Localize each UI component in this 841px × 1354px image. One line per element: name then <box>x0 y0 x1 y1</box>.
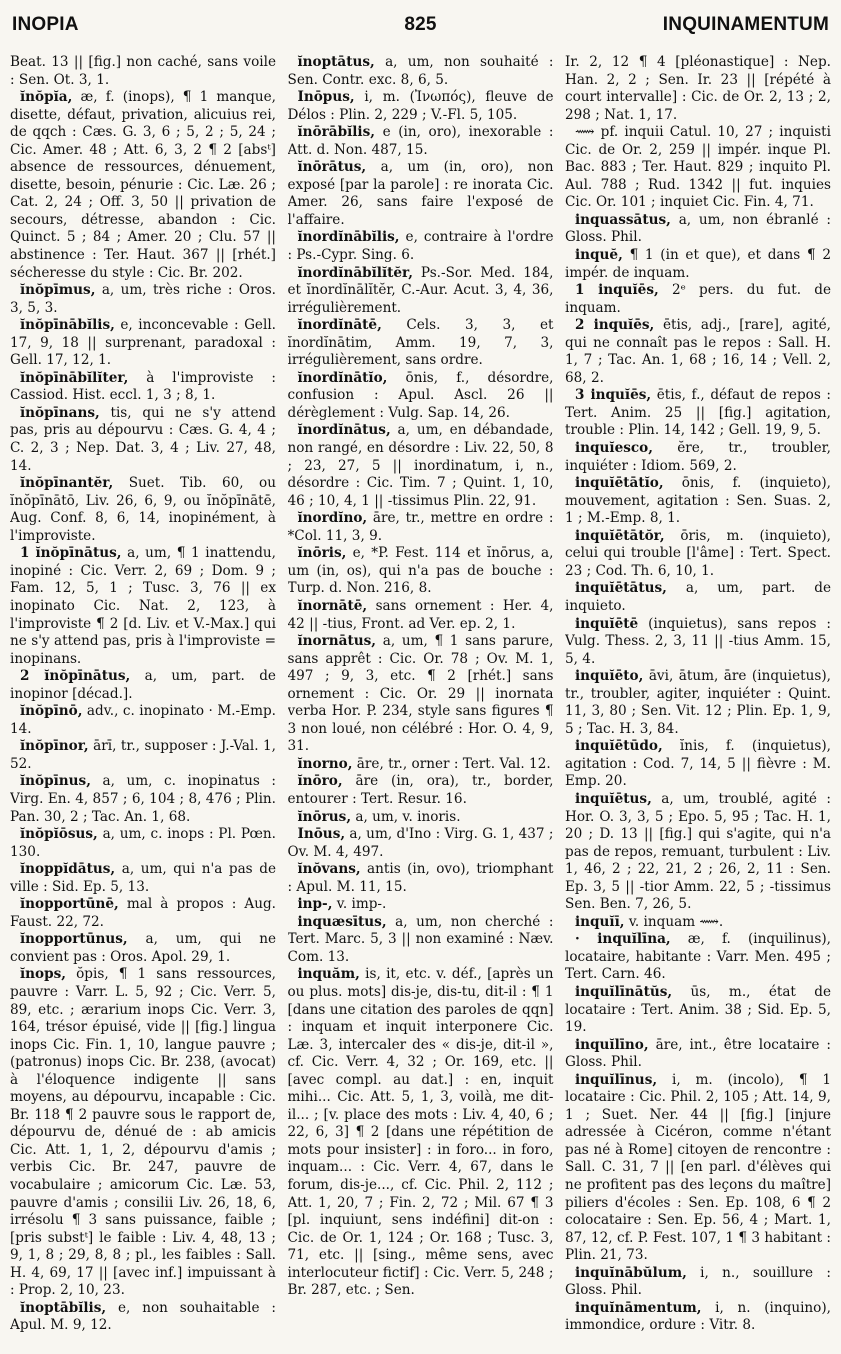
entry-headword: inquĭnābŭlum, <box>575 1264 687 1281</box>
entry-headword: ĭnŏpīmus, <box>20 282 96 299</box>
entry-headword: ĭnŏpīnō, <box>20 703 83 720</box>
dictionary-entry <box>10 773 276 826</box>
entry-definition: e (in, oro), inexorable : Att. d. Non. 487, 15. <box>287 124 554 158</box>
entry-headword: ĭnopportūnē, <box>20 896 119 913</box>
entry-headword: inquăm, <box>297 966 360 983</box>
dictionary-entry <box>10 370 276 405</box>
entry-headword: 1 inquĭēs, <box>575 282 659 299</box>
entry-definition: a, um, troublé, agité : Hor. O. 3, 3, 5 ; Epo. 5, 95 ; Tac. H. 1, 20 ; D. 13 || [fig.] qui s'agite, qui n'a pas de repos, remuant, turbulent : Liv. 1, 46, 2 ; 22, 21, 2 ; 26, 2, 11 : Sen. Ep. 3, 5 || -tior Amm. 22, 5 ; -tissimus Sen. Ben. 7, 26, 5. <box>565 790 831 913</box>
dictionary-entry <box>288 370 554 423</box>
column-2 <box>288 54 554 1344</box>
dictionary-entry <box>565 668 831 738</box>
dictionary-entry <box>10 282 276 317</box>
dictionary-entry <box>565 1037 831 1072</box>
entry-definition: ⟿ pf. inquii Catul. 10, 27 ; inquisti Cic. de Or. 2, 259 || impér. inque Pl. Bac. 883 ; Ter. Haut. 829 ; inquito Pl. Aul. 788 ; Rud. 1342 || fut. inquies Cic. Or. 101 ; inquiet Cic. Fin. 4, 71. <box>565 124 831 211</box>
page-header <box>12 14 829 48</box>
entry-definition: æ, f. (inquilinus), locataire, habitante : Varr. Men. 495 ; Tert. Carn. 46. <box>565 931 831 983</box>
entry-definition: a, um, qui n'a pas de ville : Sid. Ep. 5, 13. <box>10 861 276 895</box>
page-number: 825 <box>404 14 437 35</box>
entry-definition: e, inconcevable : Gell. 17, 9, 18 || surprenant, paradoxal : Gell. 17, 12, 1. <box>10 317 276 369</box>
dictionary-entry <box>288 317 554 370</box>
dictionary-entry <box>10 405 276 475</box>
header-left-guideword: INOPIA <box>12 14 79 35</box>
entry-definition: a, um, part. de inopinor [décad.]. <box>10 668 276 702</box>
entry-headword: ĭnordĭnātē, <box>297 317 382 334</box>
entry-definition: a, um, non souhaité : Sen. Contr. exc. 8, 6, 5. <box>287 54 554 88</box>
dictionary-entry <box>565 580 831 615</box>
entry-definition: à l'improviste : Cassiod. Hist. eccl. 1, 3 ; 8, 1. <box>10 369 276 404</box>
dictionary-entry <box>10 317 276 370</box>
entry-definition: a, um, qui ne convient pas : Oros. Apol. 29, 1. <box>10 931 276 965</box>
entry-headword: inquĭī, <box>575 913 625 930</box>
entry-headword: inquĭnāmentum, <box>575 1299 702 1316</box>
dictionary-entry <box>288 756 554 774</box>
entry-definition: a, um, v. inoris. <box>355 808 461 825</box>
entry-definition: e, *P. Fest. 114 et ĭnōrus, a, um (in, os), qui n'a pas de bouche : Turp. d. Non. 216, 8. <box>287 545 554 597</box>
entry-headword: inquĕ, <box>575 247 623 264</box>
entry-definition: ¶ 1 (in et que), et dans ¶ 2 impér. de inquam. <box>565 247 831 281</box>
entry-headword: ĭnordĭno, <box>297 510 368 527</box>
dictionary-entry <box>10 475 276 545</box>
dictionary-entry <box>288 809 554 827</box>
entry-definition: ŏpis, ¶ 1 sans ressources, pauvre : Varr. L. 5, 92 ; Cic. Verr. 5, 89, etc. ; ærarium inops Cic. Verr. 3, 164, trésor épuisé, vide || [fig.] lingua inops Cic. Fin. 1, 10, langue pauvre ; (patronus) inops Cic. Br. 238, (avocat) à l'éloquence indigente || sans moyens, au dépourvu, incapable : Cic. Br. 118 ¶ 2 pauvre sous le rapport de, dépourvu de, dénué de : ab amicis Cic. Att. 1, 1, 2, dépourvu d'amis ; verbis Cic. Br. 247, pauvre de vocabulaire ; amicorum Cic. Læ. 53, pauvre d'amis ; consilii Liv. 26, 18, 6, irrésolu ¶ 3 sans puissance, faible ; [pris substᵗ] le faible : Liv. 4, 48, 13 ; 9, 1, 8 ; 29, 8, 8 ; pl., les faibles : Sall. H. 4, 69, 17 || [avec inf.] impuissant à : Prop. 2, 10, 23. <box>10 966 276 1299</box>
entry-definition: ārī, tr., supposer : J.-Val. 1, 52. <box>10 738 276 772</box>
entry-headword: inquĭlīnus, <box>575 1071 658 1088</box>
dictionary-entry <box>288 896 554 914</box>
entry-headword: inquassātus, <box>575 211 671 228</box>
entry-definition: æ, f. (inops), ¶ 1 manque, disette, défaut, privation, alicuius rei, de qqch : Cæs. G. 3, 6 ; 5, 2 ; 5, 24 ; Cic. Amer. 48 ; Att. 6, 3, 2 ¶ 2 [absᵗ] absence de ressources, dénuement, disette, besoin, pénurie : Cic. Læ. 26 ; Cat. 2, 24 ; Off. 3, 50 || privation de secours, détresse, abandon : Cic. Quinct. 5 ; 84 ; Amer. 20 ; Clu. 57 || abstinence : Ter. Haut. 367 || [rhét.] sécheresse du style : Cic. Br. 202. <box>10 89 276 281</box>
entry-headword: ĭnorno, <box>297 755 353 772</box>
column-1 <box>10 54 276 1344</box>
entry-definition: e, contraire à l'ordre : Ps.-Cypr. Sing. 6. <box>287 229 554 264</box>
entry-definition: e, non souhaitable : Apul. M. 9, 12. <box>10 1299 276 1334</box>
dictionary-entry <box>288 510 554 545</box>
entry-headword: ĭnŏpĭa, <box>20 89 73 106</box>
entry-definition: ōnis, f., désordre, confusion : Apul. Ascl. 26 || dérèglement : Vulg. Sap. 14, 26. <box>287 369 554 421</box>
entry-headword: ĭnornātē, <box>297 597 368 614</box>
entry-definition: Cels. 3, 3, et ĭnordĭnātim, Amm. 19, 7, 3, irrégulièrement, sans ordre. <box>287 317 554 369</box>
dictionary-entry <box>10 861 276 896</box>
entry-headword: ĭnops, <box>20 966 67 983</box>
entry-headword: ĭnōrābĭlis, <box>297 124 375 141</box>
dictionary-entry <box>288 966 554 1299</box>
entry-definition: Suet. Tib. 60, ou ĭnŏpīnātō, Liv. 26, 6, 9, ou ĭnŏpīnātē, Aug. Conf. 8, 6, 14, inopinément, à l'improviste. <box>10 475 276 544</box>
entry-headword: inquĭētātĭo, <box>575 475 664 492</box>
entry-definition: v. imp-. <box>336 896 387 913</box>
dictionary-entry <box>565 475 831 528</box>
entry-definition: 2ᵉ pers. du fut. de inquam. <box>565 282 831 316</box>
entry-definition: adv., c. inopinato · M.-Emp. 14. <box>10 703 276 737</box>
entry-headword: ĭnŏpīnantĕr, <box>20 475 114 492</box>
entry-headword: ĭnordĭnātus, <box>297 422 391 439</box>
entry-definition: a, um, c. inopinatus : Virg. En. 4, 857 ; 6, 104 ; 8, 476 ; Plin. Pan. 30, 2 ; Tac. An. 1, 68. <box>10 773 276 825</box>
dictionary-entry <box>288 861 554 896</box>
dictionary-entry <box>288 773 554 808</box>
dictionary-entry <box>565 247 831 282</box>
entry-headword: ĭnordĭnātĭo, <box>297 369 388 386</box>
entry-definition: a, um, très riche : Oros. 3, 5, 3. <box>10 282 276 316</box>
entry-definition: Ir. 2, 12 ¶ 4 [pléonastique] : Nep. Han. 2, 2 ; Sen. Ir. 23 || [répété à court intervalle] : Cic. de Or. 2, 13 ; 2, 298 ; Nat. 1, 17. <box>565 54 831 123</box>
dictionary-entry <box>10 54 276 89</box>
dictionary-entry <box>288 159 554 229</box>
dictionary-entry <box>10 826 276 861</box>
dictionary-entry <box>288 265 554 318</box>
entry-definition: āre, tr., mettre en ordre : *Col. 11, 3, 9. <box>287 510 554 544</box>
entry-definition: ōris, m. (inquieto), celui qui trouble [l'âme] : Tert. Spect. 23 ; Cod. Th. 6, 10, 1. <box>565 527 831 579</box>
dictionary-entry <box>565 1300 831 1335</box>
entry-definition: Beat. 13 || [fig.] non caché, sans voile : Sen. Ot. 3, 1. <box>10 54 276 88</box>
entry-definition: a, um, ¶ 1 inattendu, inopiné : Cic. Verr. 2, 69 ; Dom. 9 ; Fam. 12, 5, 1 ; Tusc. 3, 76 || ex inopinato Cic. Nat. 2, 123, à l'improviste ¶ 2 [d. Liv. et V.-Max.] qui ne s'y attend pas, pris à l'improviste = inopinans. <box>10 545 276 667</box>
entry-headword: inquĭlīnātŭs, <box>575 983 673 1000</box>
dictionary-entry <box>565 984 831 1037</box>
dictionary-entry <box>288 89 554 124</box>
dictionary-entry <box>10 1300 276 1335</box>
entry-headword: Inōpus, <box>297 89 355 106</box>
entry-headword: 1 ĭnŏpīnātus, <box>20 545 122 562</box>
entry-headword: ĭnornātus, <box>297 633 377 650</box>
dictionary-entry <box>10 545 276 668</box>
entry-definition: i, m. (incolo), ¶ 1 locataire : Cic. Phil. 2, 105 ; Att. 14, 9, 1 ; Suet. Ner. 44 || [fig.] [injure adressée à Cicéron, comme n'étant pas né à Rome] citoyen de rencontre : Sall. C. 31, 7 || [en parl. d'élèves qui ne profitent pas des leçons du maître] piliers d'écoles : Sen. Ep. 108, 6 ¶ 2 colocataire : Sen. Ep. 56, 4 ; Mart. 1, 87, 12, cf. P. Fest. 107, 1 ¶ 3 habitant : Plin. 21, 73. <box>565 1071 831 1264</box>
entry-definition: āre, tr., orner : Tert. Val. 12. <box>356 755 551 772</box>
entry-headword: ĭnŏpīnus, <box>20 773 91 790</box>
entry-headword: inquæsītus, <box>297 913 387 930</box>
entry-headword: inquĭēto, <box>575 668 644 685</box>
dictionary-entry <box>10 896 276 931</box>
dictionary-entry <box>565 387 831 440</box>
entry-headword: inquĭlīno, <box>575 1036 649 1053</box>
dictionary-entry <box>565 528 831 581</box>
entry-headword: ĭnŏpīnor, <box>20 738 89 755</box>
dictionary-entry <box>10 668 276 703</box>
dictionary-entry <box>288 914 554 967</box>
dictionary-entry <box>565 440 831 475</box>
dictionary-entry <box>565 54 831 124</box>
entry-definition: ōnis, f. (inquieto), mouvement, agitation : Sen. Suas. 2, 1 ; M.-Emp. 8, 1. <box>565 475 831 527</box>
dictionary-entry <box>565 914 831 932</box>
entry-definition: (inquietus), sans repos : Vulg. Thess. 2, 3, 11 || -tius Amm. 15, 5, 4. <box>565 615 831 667</box>
entry-definition: a, um, non cherché : Tert. Marc. 5, 3 || non examiné : Næv. Com. 13. <box>287 913 554 965</box>
header-right-guideword: INQUINAMENTUM <box>662 14 829 35</box>
entry-headword: 2 inquĭēs, <box>575 317 655 334</box>
entry-definition: is, it, etc. v. déf., [après un ou plus. mots] dis-je, dis-tu, dit-il : ¶ 1 [dans une citation des paroles de qqn] : inquam et inquit interponere Cic. Læ. 3, intercaler des « dis-je, dit-il », cf. Cic. Verr. 4, 32 ; Or. 169, etc. || [avec compl. au dat.] : en, inquit mihi... Cic. Att. 5, 1, 3, voilà, me dit-il... ; [v. place des mots : Liv. 4, 40, 6 ; 22, 6, 3] ¶ 2 [dans une répétition de mots pour insister] : in foro... in foro, inquam... : Cic. Verr. 4, 67, dans le forum, dis-je..., cf. Cic. Phil. 2, 112 ; Att. 1, 20, 7 ; Fin. 2, 72 ; Mil. 67 ¶ 3 [pl. inquiunt, sens indéfini] dit-on : Cic. de Or. 1, 124 ; Or. 168 ; Tusc. 3, 71, etc. || [sing., même sens, avec interlocuteur fictif] : Cic. Verr. 5, 248 ; Br. 287, etc. ; Sen. <box>287 966 554 1299</box>
entry-definition: a, um (in, oro), non exposé [par la parole] : re inorata Cic. Amer. 26, sans faire l'exposé de l'affaire. <box>287 159 554 228</box>
entry-headword: inquĭētātus, <box>575 580 667 597</box>
entry-definition: a, um, ¶ 1 sans parure, sans apprêt : Cic. Or. 78 ; Ov. M. 1, 497 ; 9, 3, etc. ¶ 2 [rhét.] sans ornement : Cic. Or. 29 || inornata verba Hor. P. 234, style sans figures ¶ 3 non loué, non célébré : Hor. O. 4, 9, 31. <box>287 633 554 755</box>
entry-definition: a, um, part. de inquieto. <box>565 580 831 614</box>
entry-headword: ĭnōro, <box>297 773 343 790</box>
entry-headword: inquĭesco, <box>575 440 653 457</box>
column-3 <box>565 54 831 1344</box>
dictionary-entry <box>10 966 276 1299</box>
dictionary-entry <box>288 545 554 598</box>
entry-definition: antis (in, ovo), triomphant : Apul. M. 11, 15. <box>287 861 554 895</box>
dictionary-entry <box>565 317 831 387</box>
dictionary-entry <box>10 931 276 966</box>
dictionary-entry <box>565 212 831 247</box>
entry-headword: 2 ĭnŏpīnātus, <box>20 668 131 685</box>
entry-headword: inquĭētus, <box>575 790 652 807</box>
entry-definition: v. inquam ⟿. <box>628 913 724 930</box>
entry-headword: inp-, <box>297 896 333 913</box>
dictionary-entry <box>565 791 831 914</box>
entry-headword: · inquĭlīna, <box>575 931 671 948</box>
dictionary-entry <box>565 282 831 317</box>
entry-definition: ētis, f., défaut de repos : Tert. Anim. 25 || [fig.] agitation, trouble : Plin. 14, 142 ; Gell. 19, 9, 5. <box>565 387 831 439</box>
entry-headword: ĭnordĭnābĭlĭtĕr, <box>297 264 413 281</box>
entry-definition: i, m. (Ἰνωπός), fleuve de Délos : Plin. 2, 229 ; V.-Fl. 5, 105. <box>287 89 554 123</box>
dictionary-entry <box>288 826 554 861</box>
entry-headword: ĭnordĭnābĭlis, <box>297 229 400 246</box>
dictionary-entry <box>288 633 554 756</box>
entry-definition: a, um, en débandade, non rangé, en désordre : Liv. 22, 50, 8 ; 23, 27, 5 || inordinatum, i, n., désordre : Cic. Tim. 7 ; Quint. 1, 10, 46 ; 10, 4, 1 || -tissimus Plin. 22, 91. <box>287 422 554 509</box>
entry-definition: ĕre, tr., troubler, inquiéter : Idiom. 569, 2. <box>565 440 831 474</box>
entry-definition: mal à propos : Aug. Faust. 22, 72. <box>10 896 276 930</box>
entry-definition: a, um, c. inops : Pl. Pœn. 130. <box>10 826 276 860</box>
dictionary-entry <box>10 703 276 738</box>
entry-headword: ĭnoppĭdātus, <box>20 861 116 878</box>
dictionary-entry <box>565 616 831 669</box>
dictionary-entry <box>288 124 554 159</box>
entry-headword: ĭnŏpīnābĭlĭter, <box>20 369 129 386</box>
dictionary-entry <box>565 124 831 212</box>
dictionary-entry <box>288 598 554 633</box>
entry-definition: āre, int., être locataire : Gloss. Phil. <box>565 1036 831 1071</box>
entry-definition: i, n., souillure : Gloss. Phil. <box>565 1264 831 1299</box>
entry-headword: ĭnoptābĭlis, <box>20 1299 107 1316</box>
entry-headword: 3 inquĭēs, <box>575 387 652 404</box>
entry-definition: sans ornement : Her. 4, 42 || -tius, Front. ad Ver. ep. 2, 1. <box>287 597 554 632</box>
entry-definition: ētis, adj., [rare], agité, qui ne connaît pas le repos : Sall. H. 1, 7 ; Tac. An. 1, 68 ; 16, 14 ; Vell. 2, 68, 2. <box>565 317 831 386</box>
entry-headword: inquĭētē <box>575 615 639 632</box>
dictionary-entry <box>565 931 831 984</box>
entry-headword: inquĭētūdo, <box>575 738 663 755</box>
entry-definition: Ps.-Sor. Med. 184, et ĭnordĭnālĭtĕr, C.-Aur. Acut. 3, 4, 36, irrégulièrement. <box>287 264 554 316</box>
entry-headword: Inōus, <box>297 826 346 843</box>
text-columns <box>10 54 831 1344</box>
entry-headword: ĭnōrātus, <box>297 159 367 176</box>
entry-headword: ĭnopportūnus, <box>20 931 128 948</box>
dictionary-entry <box>288 229 554 264</box>
dictionary-entry <box>288 54 554 89</box>
entry-definition: āvi, ātum, āre (inquietus), tr., troubler, agiter, inquiéter : Quint. 11, 3, 80 ; Sen. Vit. 12 ; Plin. Ep. 1, 9, 5 ; Tac. H. 3, 84. <box>565 668 831 737</box>
entry-definition: ūs, m., état de locataire : Tert. Anim. 38 ; Sid. Ep. 5, 19. <box>565 983 831 1036</box>
entry-headword: ĭnŏpīnābĭlis, <box>20 317 115 334</box>
entry-headword: ĭnŏpīnans, <box>20 404 100 421</box>
entry-definition: i, n. (inquino), immondice, ordure : Vitr. 8. <box>565 1299 831 1334</box>
entry-headword: ĭnŏvans, <box>297 861 361 878</box>
entry-headword: ĭnōrus, <box>297 808 352 825</box>
dictionary-entry <box>565 738 831 791</box>
entry-definition: a, um, non ébranlé : Gloss. Phil. <box>565 211 831 246</box>
dictionary-entry <box>565 1265 831 1300</box>
entry-definition: a, um, d'Ino : Virg. G. 1, 437 ; Ov. M. 4, 497. <box>287 826 554 860</box>
entry-headword: inquĭētātŏr, <box>575 527 665 544</box>
dictionary-entry <box>10 738 276 773</box>
dictionary-entry <box>565 1072 831 1265</box>
entry-definition: ĭnis, f. (inquietus), agitation : Cod. 7, 14, 5 || fièvre : M. Emp. 20. <box>565 738 831 790</box>
entry-definition: tis, qui ne s'y attend pas, pris au dépourvu : Cæs. G. 4, 4 ; C. 2, 3 ; Nep. Dat. 3, 4 ; Liv. 27, 48, 14. <box>10 404 276 474</box>
dictionary-entry <box>288 422 554 510</box>
entry-headword: ĭnōris, <box>297 545 347 562</box>
entry-headword: ĭnŏpĭōsus, <box>20 826 98 843</box>
entry-definition: āre (in, ora), tr., border, entourer : Tert. Resur. 16. <box>287 773 554 807</box>
entry-headword: ĭnoptātus, <box>297 54 375 70</box>
dictionary-entry <box>10 89 276 282</box>
